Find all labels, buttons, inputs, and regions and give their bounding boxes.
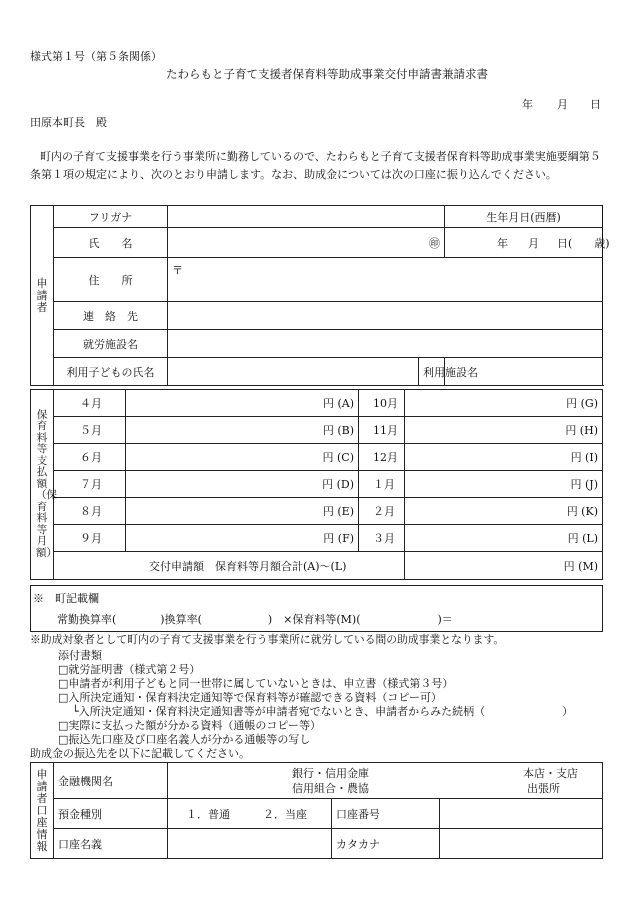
amount-field[interactable]: 円 (I) xyxy=(405,444,603,471)
institution-label: 金融機関名 xyxy=(54,763,168,799)
deposit-type-label: 預金種別 xyxy=(54,799,168,829)
fees-table xyxy=(30,389,603,580)
seal-mark: ㊞ xyxy=(429,236,440,250)
month-label: ８月 xyxy=(54,498,126,525)
date-day: 日 xyxy=(590,98,601,111)
furigana-label: フリガナ xyxy=(54,206,168,228)
address-field[interactable] xyxy=(168,258,603,302)
birth-date-label: 生年月日(西暦) xyxy=(445,206,603,228)
account-name-field[interactable] xyxy=(168,829,332,859)
account-name-label: 口座名義 xyxy=(54,829,168,859)
attachment-item[interactable]: □実際に支払った額が分かる資料（通帳のコピー等） xyxy=(58,719,321,732)
amount-field[interactable]: 円 (G) xyxy=(405,390,603,417)
amount-field[interactable]: 円 (D) xyxy=(126,471,359,498)
katakana-field[interactable] xyxy=(440,829,603,859)
month-label: 12月 xyxy=(359,444,405,471)
katakana-label: カタカナ xyxy=(332,829,440,859)
month-label: 11月 xyxy=(359,417,405,444)
attachment-subitem: └入所決定通知・保育料決定通知書等が申請者宛でないとき、申請者からみた続柄（ ） xyxy=(72,705,574,718)
institution-field[interactable] xyxy=(168,763,603,799)
month-label: ７月 xyxy=(54,471,126,498)
furigana-field[interactable] xyxy=(168,206,445,228)
contact-field[interactable] xyxy=(168,302,603,330)
birth-month: 月 xyxy=(528,236,539,250)
addressee: 田原本町長 殿 xyxy=(30,116,107,129)
applicant-section-label: 申請者 xyxy=(31,206,54,386)
month-label: ２月 xyxy=(359,498,405,525)
attachments-title: 添付書類 xyxy=(58,649,102,662)
date-month: 月 xyxy=(557,98,568,111)
amount-field[interactable]: 円 (J) xyxy=(405,471,603,498)
month-label: ９月 xyxy=(54,525,126,552)
town-note-formula: 常勤換算率( )換算率( ) ×保育料等(M)( )＝ xyxy=(57,613,453,626)
town-note-box xyxy=(30,585,603,632)
branch-type-1: 本店・支店 xyxy=(523,767,578,780)
month-label: 10月 xyxy=(359,390,405,417)
intro-paragraph: 町内の子育て支援事業を行う事業所に勤務しているので、たわらもと子育て支援者保育料等助成事業実施要綱第５条第１項の規定により、次のとおり申請します。なお、助成金については次の口座に振り込んでください。 xyxy=(30,150,601,181)
total-label: 交付申請額 保育料等月額合計(A)～(L) xyxy=(54,552,405,580)
account-number-label: 口座番号 xyxy=(332,799,440,829)
child-name-field[interactable] xyxy=(168,358,419,386)
month-label: ４月 xyxy=(54,390,126,417)
bank-table xyxy=(30,762,603,859)
month-label: ６月 xyxy=(54,444,126,471)
facility-label: 利用施設名 xyxy=(419,358,445,386)
town-note-title: ※ 町記載欄 xyxy=(33,592,99,605)
month-label: ３月 xyxy=(359,525,405,552)
workplace-label: 就労施設名 xyxy=(54,330,168,358)
workplace-field[interactable] xyxy=(168,330,603,358)
bank-intro: 助成金の振込先を以下に記載してください。 xyxy=(30,747,250,760)
attachment-item[interactable]: □入所決定通知・保育料決定通知等で保育料等が確認できる資料（コピー可） xyxy=(58,691,442,704)
address-label: 住 所 xyxy=(54,258,168,302)
branch-type-2: 出張所 xyxy=(527,782,560,795)
form-number: 様式第１号（第５条関係） xyxy=(30,50,162,63)
amount-field[interactable]: 円 (L) xyxy=(405,525,603,552)
bank-type-1: 銀行・信用金庫 xyxy=(292,767,369,780)
form-title: たわらもと子育て支援者保育料等助成事業交付申請書兼請求書 xyxy=(166,67,488,81)
birth-day-age: 日( 歳) xyxy=(557,236,610,250)
child-name-label: 利用子どもの氏名 xyxy=(54,358,168,386)
total-amount-field[interactable]: 円 (M) xyxy=(405,552,603,580)
name-field[interactable] xyxy=(168,228,445,258)
fees-section-label: 保育料等支払額（保育料等月額） xyxy=(31,390,54,580)
month-label: ５月 xyxy=(54,417,126,444)
postal-mark: 〒 xyxy=(172,264,183,277)
amount-field[interactable]: 円 (H) xyxy=(405,417,603,444)
notice-text: ※助成対象者として町内の子育て支援事業を行う事業所に就労している間の助成事業となります。 xyxy=(30,633,505,646)
account-number-field[interactable] xyxy=(440,799,603,829)
name-label: 氏 名 xyxy=(54,228,168,258)
amount-field[interactable]: 円 (C) xyxy=(126,444,359,471)
applicant-table xyxy=(30,205,610,386)
attachment-item[interactable]: □就労証明書（様式第２号） xyxy=(58,663,201,676)
birth-year: 年 xyxy=(497,236,508,250)
date-year: 年 xyxy=(522,98,533,111)
amount-field[interactable]: 円 (E) xyxy=(126,498,359,525)
bank-section-label: 申請者口座情報 xyxy=(31,763,54,859)
amount-field[interactable]: 円 (K) xyxy=(405,498,603,525)
amount-field[interactable]: 円 (B) xyxy=(126,417,359,444)
month-label: １月 xyxy=(359,471,405,498)
contact-label: 連 絡 先 xyxy=(54,302,168,330)
bank-type-2: 信用組合・農協 xyxy=(292,782,369,795)
attachment-item[interactable]: □振込先口座及び口座名義人が分かる通帳等の写し xyxy=(58,733,311,746)
birth-date-field[interactable] xyxy=(445,228,610,258)
amount-field[interactable]: 円 (A) xyxy=(126,390,359,417)
attachment-item[interactable]: □申請者が利用子どもと同一世帯に属していないときは、申立書（様式第３号） xyxy=(58,677,454,690)
amount-field[interactable]: 円 (F) xyxy=(126,525,359,552)
deposit-type-options[interactable]: １．普通 ２．当座 xyxy=(168,799,332,829)
